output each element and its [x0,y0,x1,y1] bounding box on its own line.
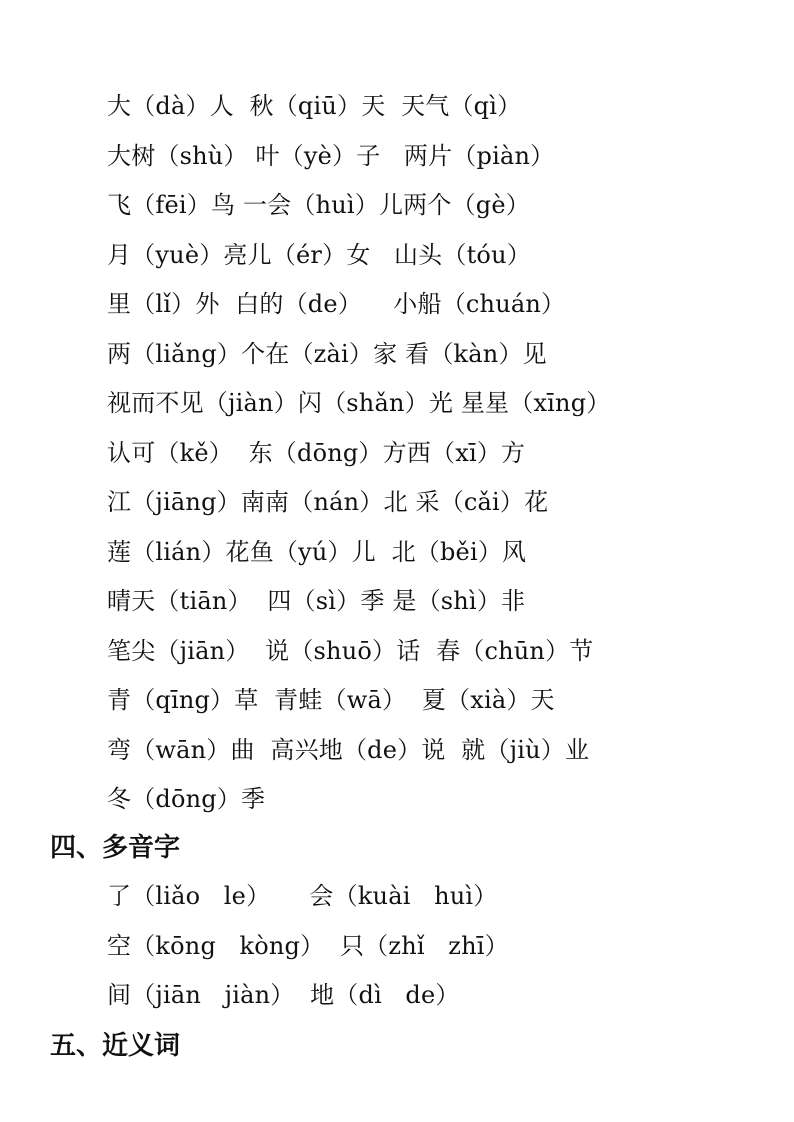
vocab-line: 莲（lián）花鱼（yú）儿 北（běi）风 [107,537,527,566]
vocab-line: 冬（dōng）季 [107,785,266,813]
section-heading-synonyms: 五、近义词 [50,1031,181,1061]
vocab-line: 弯（wān）曲 高兴地（de）说 就（jiù）业 [107,735,590,764]
polyphonic-list [107,874,767,1023]
vocab-line: 月（yuè）亮儿（ér）女 山头（tóu） [107,240,531,269]
vocab-line: 大（dà）人 秋（qiū）天 天气（qì） [107,92,522,120]
vocab-line: 认可（kě） 东（dōng）方西（xī）方 [107,438,526,467]
vocab-line: 飞（fēi）鸟 一会（huì）儿两个（gè） [107,191,530,219]
polyphonic-line: 间（jiān jiàn） 地（dì de） [107,981,460,1009]
polyphonic-line: 了（liǎo le） 会（kuài huì） [107,882,498,910]
vocab-line: 笔尖（jiān） 说（shuō）话 春（chūn）节 [107,636,594,665]
vocab-line: 视而不见（jiàn）闪（shǎn）光 星星（xīng） [107,389,611,417]
vocab-line: 江（jiāng）南南（nán）北 采（cǎi）花 [107,488,549,516]
section-heading-polyphonic: 四、多音字 [50,833,181,863]
vocab-line: 晴天（tiān） 四（sì）季 是（shì）非 [107,587,526,615]
vocab-line: 青（qīng）草 青蛙（wā） 夏（xià）天 [107,686,555,714]
vocab-line: 两（liǎng）个在（zài）家 看（kàn）见 [107,339,547,368]
vocab-line: 里（lǐ）外 白的（de） 小船（chuán） [107,290,566,318]
polyphonic-line: 空（kōng kòng） 只（zhǐ zhī） [107,931,509,960]
vocab-pinyin-list [107,84,767,827]
vocab-line: 大树（shù） 叶（yè）子 两片（piàn） [107,141,555,170]
